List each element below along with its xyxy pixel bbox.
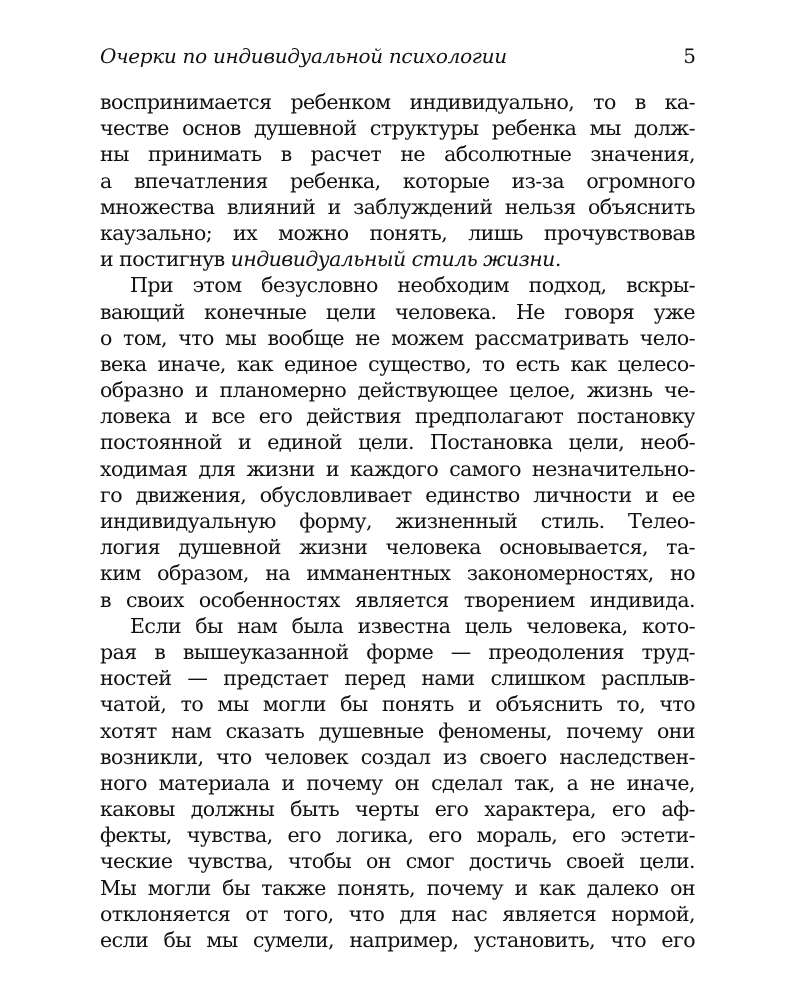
text-line: ческие чувства, чтобы он смог достичь своей цели. xyxy=(100,849,695,874)
text-line: го движения, обусловливает единство личности и ее xyxy=(100,482,695,507)
text-line: о том, что мы вообще не можем рассматривать чело- xyxy=(100,325,695,350)
text-line: ходимая для жизни и каждого самого незначительно- xyxy=(100,456,695,481)
text-line: ны принимать в расчет не абсолютные значения, xyxy=(100,142,695,167)
text-line: образно и планомерно действующее целое, жизнь че- xyxy=(100,378,695,403)
text-line: множества влияний и заблуждений нельзя объяснить xyxy=(100,194,695,219)
text-line: честве основ душевной структуры ребенка мы долж- xyxy=(100,116,695,141)
text-line: ким образом, на имманентных закономерностях, но xyxy=(100,561,695,586)
text-line: При этом безусловно необходим подход, вскры- xyxy=(130,273,695,298)
text-line: чатой, то мы могли бы понять и объяснить то, что xyxy=(100,692,695,717)
text-line: если бы мы сумели, например, установить, что его xyxy=(100,928,695,952)
text-line: ловека и все его действия предполагают постановку xyxy=(100,404,695,429)
text-line: ностей — предстает перед нами слишком расплыв- xyxy=(100,666,695,691)
page-number: 5 xyxy=(683,44,696,68)
running-head xyxy=(100,44,700,74)
text-line: каузально; их можно понять, лишь прочувствовав xyxy=(100,220,695,245)
text-line xyxy=(100,246,695,272)
text-line: фекты, чувства, его логика, его мораль, его эстети- xyxy=(100,823,695,848)
text-line: логия душевной жизни человека основывается, та- xyxy=(100,535,695,560)
text-line: в своих особенностях является творением индивида. xyxy=(100,587,695,612)
running-head-title: Очерки по индивидуальной психологии xyxy=(100,44,507,68)
text-line: вающий конечные цели человека. Не говоря уже xyxy=(100,299,695,324)
text-line: индивидуальную форму, жизненный стиль. Телео- xyxy=(100,509,695,533)
emphasized-phrase: индивидуальный стиль жизни xyxy=(230,247,555,272)
paragraph-3 xyxy=(100,613,695,953)
text-line: отклоняется от того, что для нас является нормой, xyxy=(100,901,695,926)
text-line: Если бы нам была известна цель человека, кото- xyxy=(130,613,695,638)
text-run: . xyxy=(554,247,561,272)
text-line: хотят нам сказать душевные феномены, почему они xyxy=(100,718,695,743)
text-line: века иначе, как единое существо, то есть как целесо- xyxy=(100,351,695,376)
text-line: воспринимается ребенком индивидуально, то в ка- xyxy=(100,90,695,114)
body-text xyxy=(100,89,695,953)
text-line: а впечатления ребенка, которые из-за огромного xyxy=(100,168,695,193)
text-line: ного материала и почему он сделал так, а не иначе, xyxy=(100,770,695,795)
text-line: Мы могли бы также понять, почему и как далеко он xyxy=(100,875,695,900)
text-line: возникли, что человек создал из своего наследствен- xyxy=(100,744,695,769)
paragraph-1 xyxy=(100,89,695,272)
text-line: каковы должны быть черты его характера, его аф- xyxy=(100,797,695,822)
text-line: постоянной и единой цели. Постановка цели, необ- xyxy=(100,430,695,455)
paragraph-2 xyxy=(100,272,695,612)
text-run: и постигнув xyxy=(100,247,231,272)
text-line: рая в вышеуказанной форме — преодоления труд- xyxy=(100,639,695,664)
